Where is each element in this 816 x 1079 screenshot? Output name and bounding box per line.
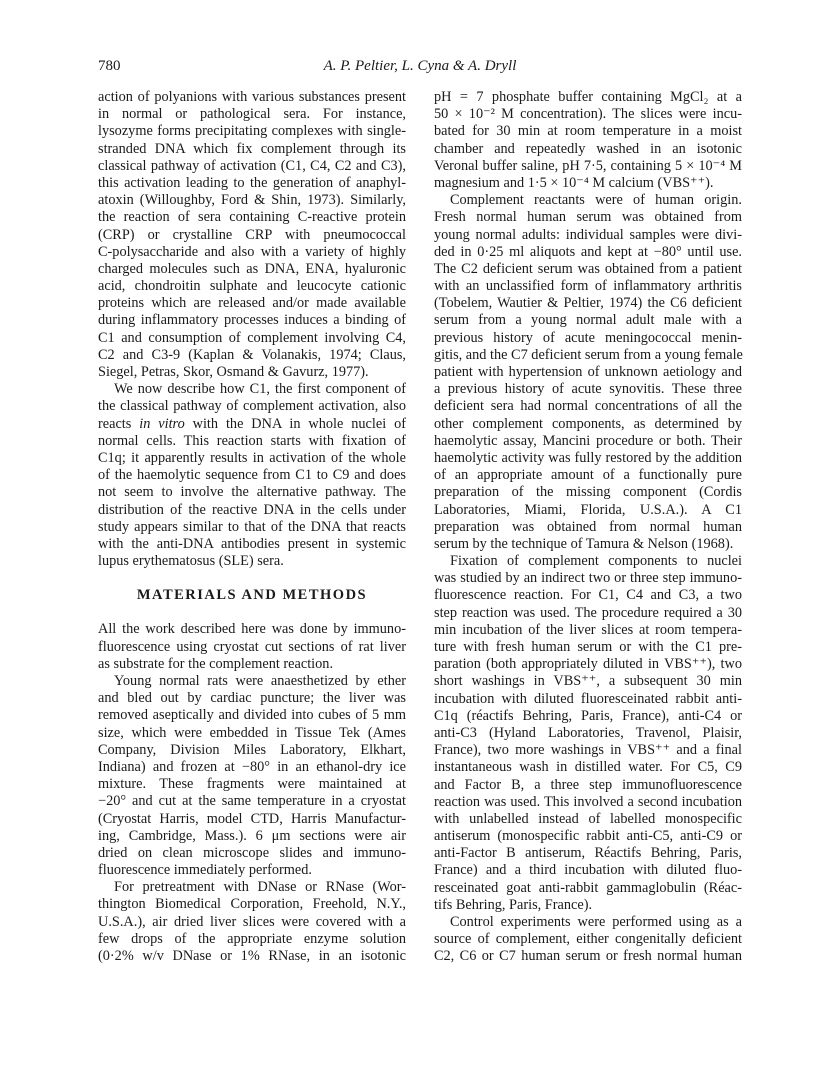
text-line: as substrate for the complement reaction.	[98, 655, 334, 672]
text-line: chamber and repeatedly washed in an isotonic	[434, 140, 742, 157]
text-line: during inflammatory processes induces a binding of	[98, 312, 406, 329]
text-line: normal cells. This reaction starts with fixation of	[98, 432, 406, 449]
text-line: distribution of the reactive DNA in the cells under	[98, 501, 406, 518]
section-heading-materials-methods: MATERIALS AND METHODS	[136, 587, 368, 604]
text-line: previous history of acute meningococcal menin-	[434, 329, 742, 346]
text-line: 50 × 10⁻² M concentration). The slices were incu-	[434, 106, 742, 123]
text-line: preparation was obtained from normal human	[434, 518, 742, 535]
text-line: charged molecules such as DNA, ENA, hyaluronic	[98, 260, 406, 277]
text-line: haemolytic activity was fully restored by the addition	[434, 449, 742, 466]
text-line: ture with fresh human serum or with the C1 pre-	[434, 639, 742, 655]
text-line: size, which were embedded in Tissue Tek (Ames	[98, 724, 406, 741]
paragraph-rat-preparation	[98, 673, 406, 879]
paragraph-intro-continued	[98, 89, 406, 381]
text-line: Laboratories, Miami, Florida, U.S.A.). A C1	[434, 501, 742, 518]
text-line: antiserum (monospecific rabbit anti-C5, anti-C9 or	[434, 828, 742, 845]
text-line: deficient sera had normal concentrations of all the	[434, 398, 742, 415]
running-head	[98, 58, 742, 78]
paragraph-control-experiments	[434, 914, 742, 966]
text-line: C-polysaccharide and also with a variety of highly	[98, 243, 406, 260]
text-line: the reaction of sera containing C-reactive protein	[98, 209, 406, 226]
text-line: Young normal rats were anaesthetized by ether	[114, 673, 406, 689]
text-line: gitis, and the C7 deficient serum from a young female	[434, 346, 743, 363]
text-line: Control experiments were performed using as a	[450, 914, 742, 930]
text-line: serum by the technique of Tamura & Nelson (1968).	[434, 535, 734, 552]
text-line: haemolytic assay, Mancini procedure or both. Their	[434, 432, 742, 449]
text-fragment: reacts	[98, 415, 140, 432]
text-line: patient with hypertension of unknown aetiology and	[434, 364, 742, 380]
text-line: reaction was used. This involved a second incubation	[434, 793, 742, 810]
text-line	[98, 416, 406, 433]
text-line: Company, Division Miles Laboratory, Elkhart,	[98, 741, 406, 758]
text-line: All the work described here was done by immuno-	[98, 621, 406, 638]
text-line: Indiana) and frozen at −80° in an ethanol-dry ice	[98, 758, 406, 775]
text-line: anti-C3 (Hyland Laboratories, Travenol, Plaisir,	[434, 724, 742, 741]
text-line: in normal or pathological sera. For instance,	[98, 106, 406, 123]
text-line: fluorescence using cryostat cut sections of rat liver	[98, 638, 406, 655]
text-line: paration (both appropriately diluted in VBS⁺⁺), two	[434, 656, 742, 673]
text-line: fluorescence reaction. For C1, C4 and C3, a two	[434, 587, 742, 604]
text-line: classical pathway of activation (C1, C4, C2 and C3),	[98, 157, 406, 174]
text-line: C2, C6 or C7 human serum or fresh normal human	[434, 948, 742, 965]
text-line: the classical pathway of complement activation, also	[98, 398, 406, 415]
text-line: (0·2% w/v DNase or 1% RNase, in an isotonic	[98, 948, 406, 964]
text-line: atoxin (Willoughby, Ford & Shin, 1973). Similarly,	[98, 192, 406, 209]
text-line: (CRP) or crystalline CRP with pneumococcal	[98, 226, 406, 243]
text-line: with unlabelled instead of labelled monospecific	[434, 810, 742, 827]
text-line: acid, chondroitin sulphate and leucocyte cationic	[98, 278, 406, 295]
text-line: was studied by an indirect two or three step immuno-	[434, 570, 742, 587]
text-line: not seem to involve the alternative pathway. The	[98, 484, 406, 501]
paragraph-complement-reactants	[434, 192, 742, 553]
text-line: of the haemolytic sequence from C1 to C9 and does	[98, 467, 406, 484]
text-line: other complement components, as determined by	[434, 415, 742, 432]
text-line: this activation leading to the generation of anaphyl-	[98, 174, 406, 191]
text-line: Siegel, Petras, Skor, Osmand & Gavurz, 1977).	[98, 364, 369, 380]
text-line: lysozyme forms precipitating complexes with single-	[98, 123, 406, 140]
text-line: Fixation of complement components to nuclei	[450, 553, 742, 570]
text-line: resceinated goat anti-rabbit gammaglobulin (Réac-	[434, 879, 742, 896]
text-line: Complement reactants were of human origin.	[450, 192, 742, 209]
text-line: ded in 0·25 ml aliquots and kept at −80° until use.	[434, 243, 742, 260]
text-line: −20° and cut at the same temperature in a cryostat	[98, 793, 406, 810]
text-line: Veronal buffer saline, pH 7·5, containing 5 × 10⁻⁴ M	[434, 157, 742, 174]
text-line: removed aseptically and divided into cubes of 5 mm	[98, 707, 406, 724]
text-line: The C2 deficient serum was obtained from a patient	[434, 260, 742, 277]
text-line: serum from a young normal adult male with a	[434, 312, 742, 329]
text-line: For pretreatment with DNase or RNase (Wor-	[114, 879, 406, 896]
left-column	[98, 89, 406, 965]
text-line: lupus erythematosus (SLE) sera.	[98, 553, 284, 570]
paragraph-pretreatment	[98, 879, 406, 965]
text-line: (Tobelem, Wautier & Peltier, 1974) the C6 deficient	[434, 295, 742, 312]
text-fragment: with the DNA in whole nuclei of	[184, 415, 406, 432]
text-line: tifs Behring, Paris, France).	[434, 896, 593, 913]
text-line: min incubation of the liver slices at room tempera-	[434, 621, 742, 638]
text-line: magnesium and 1·5 × 10⁻⁴ M calcium (VBS⁺⁺).	[434, 174, 714, 191]
text-line: with an unclassified form of inflammatory arthritis	[434, 278, 742, 295]
text-line: C1q (réactifs Behring, Paris, France), anti-C4 or	[434, 707, 742, 724]
text-line: fluorescence immediately performed.	[98, 862, 312, 879]
text-line: study appears similar to that of the DNA that reacts	[98, 518, 406, 535]
text-line: U.S.A.), air dried liver slices were covered with a	[98, 913, 406, 930]
text-line: dried on clean microscope slides and immuno-	[98, 844, 406, 861]
text-line: proteins which are released and/or made available	[98, 295, 406, 312]
text-line: C1q; it apparently results in activation of the whole	[98, 449, 406, 466]
paragraph-pretreatment-continued	[434, 89, 742, 192]
text-line: and bled out by cardiac puncture; the liver was	[98, 690, 406, 707]
text-line: ing, Cambridge, Mass.). 6 μm sections were air	[98, 827, 406, 844]
text-line: (Cryostat Harris, model CTD, Harris Manufactur-	[98, 810, 406, 827]
text-line: short washings in VBS⁺⁺, a subsequent 30 min	[434, 673, 742, 690]
text-line: young normal adults: individual samples were divi-	[434, 226, 742, 243]
text-line: stranded DNA which fix complement through its	[98, 140, 406, 157]
text-line: instantaneous wash in distilled water. For C5, C9	[434, 759, 742, 776]
text-line: and Factor B, a three step immunofluorescence	[434, 776, 742, 793]
text-line: few drops of the appropriate enzyme solution	[98, 930, 406, 947]
text-line: step reaction was used. The procedure required a 30	[434, 604, 742, 621]
running-head-authors: A. P. Peltier, L. Cyna & A. Dryll	[323, 58, 517, 74]
text-line: C2 and C3-9 (Kaplan & Volanakis, 1974; Claus,	[98, 346, 406, 363]
italic-term: in vitro	[139, 415, 185, 432]
right-column	[434, 89, 742, 966]
text-line: preparation of the missing component (Cordis	[434, 484, 742, 501]
paragraph-c1-description	[98, 381, 406, 570]
text-line: C1 and consumption of complement involving C4,	[98, 329, 406, 346]
text-line: bated for 30 min at room temperature in a moist	[434, 123, 742, 140]
text-line: a previous history of acute synovitis. These three	[434, 381, 742, 398]
paragraph-methods-overview	[98, 621, 406, 673]
paragraph-fixation-procedure	[434, 553, 742, 914]
page-number: 780	[98, 58, 121, 74]
text-line: We now describe how C1, the first component of	[114, 381, 406, 398]
text-line: source of complement, either congenitally deficient	[434, 931, 742, 948]
text-line: anti-Factor B antiserum, Réactifs Behring, Paris,	[434, 845, 742, 862]
text-line: pH = 7 phosphate buffer containing MgCl₂ at a	[434, 89, 742, 105]
text-line: action of polyanions with various substances present	[98, 89, 406, 105]
text-line: France), two more washings in VBS⁺⁺ and a final	[434, 742, 742, 759]
text-line: incubation with diluted fluoresceinated rabbit anti-	[434, 690, 742, 707]
text-line: mixture. These fragments were maintained at	[98, 776, 406, 793]
text-line: France) and a third incubation with diluted fluo-	[434, 862, 742, 879]
text-line: of an appropriate amount of a functionally pure	[434, 467, 742, 484]
text-line: thington Biomedical Corporation, Freehold, N.Y.,	[98, 896, 406, 913]
text-line: Fresh normal human serum was obtained from	[434, 209, 742, 226]
text-line: with the anti-DNA antibodies present in systemic	[98, 535, 406, 552]
